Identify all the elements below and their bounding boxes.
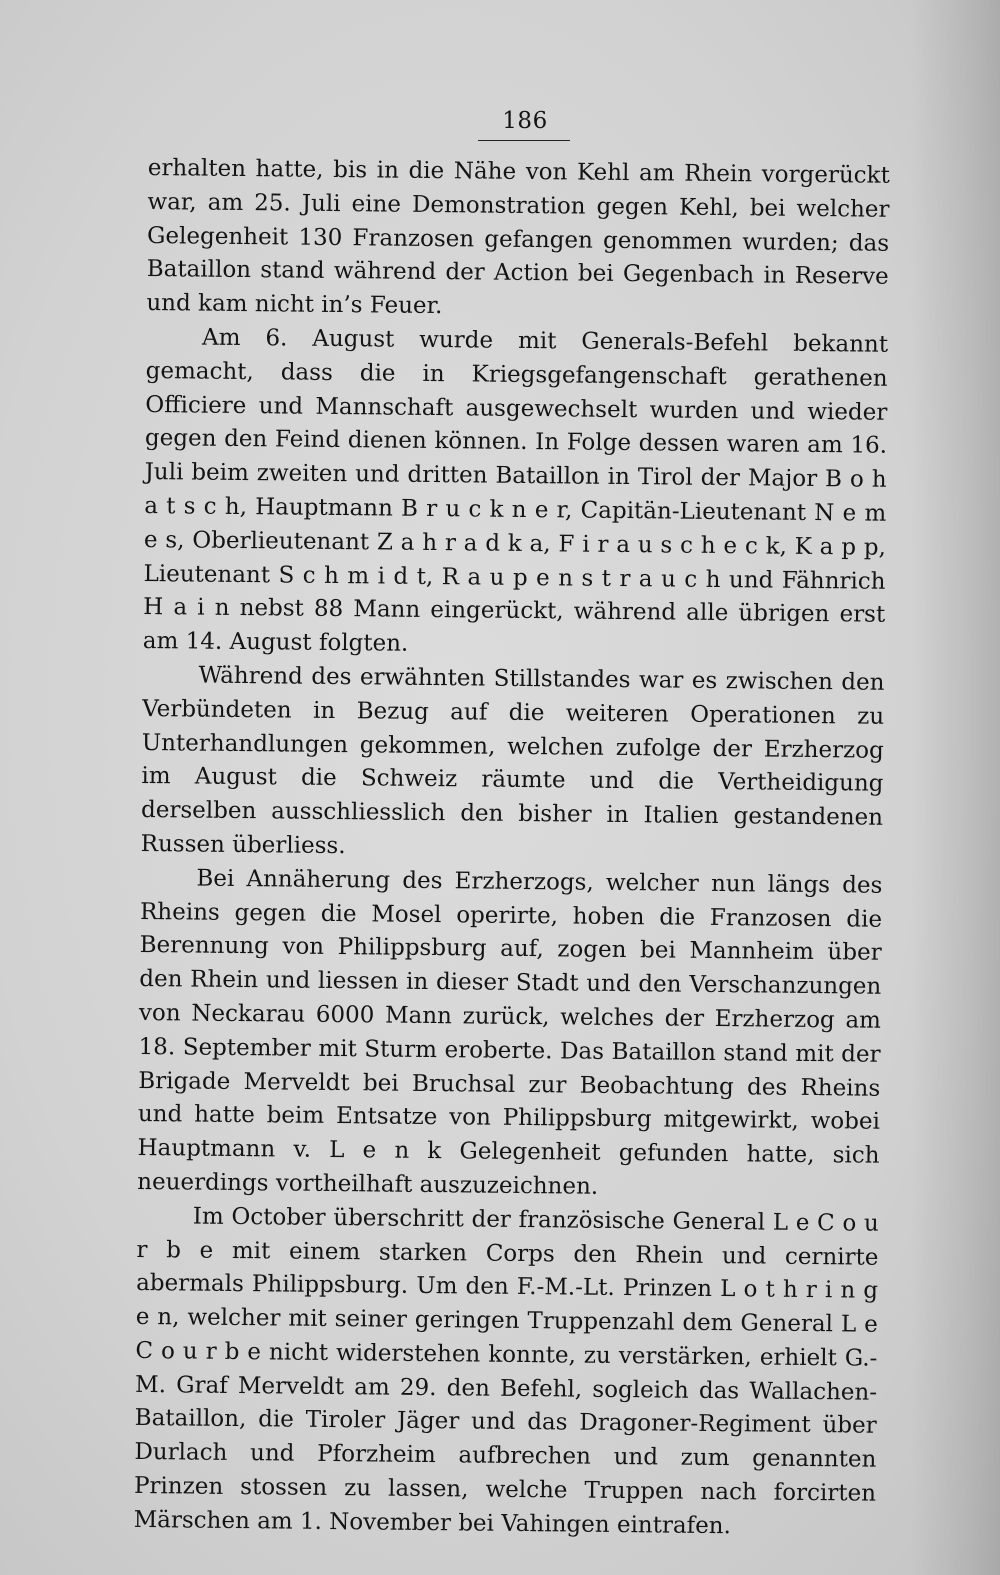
body-text [133,152,889,1545]
page-number-rule [478,140,570,141]
paragraph-5: Im October überschritt der französische General L e C o u r b e mit einem starken Corps den Rhein und cernirte abermals Philippsburg. Um den F.-M.-Lt. Prinzen L o t h r i n g e n, welcher mit seiner geringen Truppenzahl dem General L e C o u r b e nicht widerstehen konnte, zu verstärken, erhielt G.-M. Graf Merveldt am 29. den Befehl, sogleich das Wallachen-Bataillon, die Tiroler Jäger und das Dragoner-Regiment über Durlach und Pforzheim aufbrechen und zum genannten Prinzen stossen zu lassen, welche Truppen nach forcirten Märschen am 1. November bei Vahingen eintrafen. [133,1203,879,1540]
page-curl-shadow [910,0,1000,1575]
paragraph-1: erhalten hatte, bis in die Nähe von Kehl am Rhein vorgerückt war, am 25. Juli eine Demonstration gegen Kehl, bei welcher Gelegenheit 130 Franzosen gefangen genommen wurden; das Bataillon stand während der Action bei Gegenbach in Reserve und kam nicht in’s Feuer. [146,154,890,320]
page-number: 186 [502,108,548,134]
paragraph-3: Während des erwähnten Stillstandes war es zwischen den Verbündeten in Bezug auf die weiteren Operationen zu Unterhandlungen gekommen, welchen zufolge der Erzherzog im August die Schweiz räumte und die Vertheidigung derselben ausschliesslich den bisher in Italien gestandenen Russen überliess. [140,662,885,860]
paragraph-4: Bei Annäherung des Erzherzogs, welcher nun längs des Rheins gegen die Mosel operirte, hoben die Franzosen die Berennung von Philippsburg auf, zogen bei Mannheim über den Rhein und liessen in dieser Stadt und den Verschanzungen von Neckarau 6000 Mann zurück, welches der Erzherzog am 18. September mit Sturm eroberte. Das Bataillon stand mit der Brigade Merveldt bei Bruchsal zur Beobachtung des Rheins und hatte beim Entsatze von Philippsburg mitgewirkt, wobei Hauptmann v. L e n k Gelegenheit gefunden hatte, sich neuerdings vortheilhaft auszuzeichnen. [137,865,883,1200]
paragraph-2: Am 6. August wurde mit Generals-Befehl bekannt gemacht, dass die in Kriegsgefangenschaft gerathenen Officiere und Mannschaft ausgewechselt wurden und wieder gegen den Feind dienen können. In Folge dessen waren am 16. Juli beim zweiten und dritten Bataillon in Tirol der Major B o h a t s c h, Hauptmann B r u c k n e r, Capitän-Lieutenant N e m e s, Oberlieutenant Z a h r a d k a, F i r a u s c h e c k, K a p p, Lieutenant S c h m i d t, R a u p e n s t r a u c h und Fähnrich H a i n nebst 88 Mann eingerückt, während alle übrigen erst am 14. August folgten. [142,324,889,657]
